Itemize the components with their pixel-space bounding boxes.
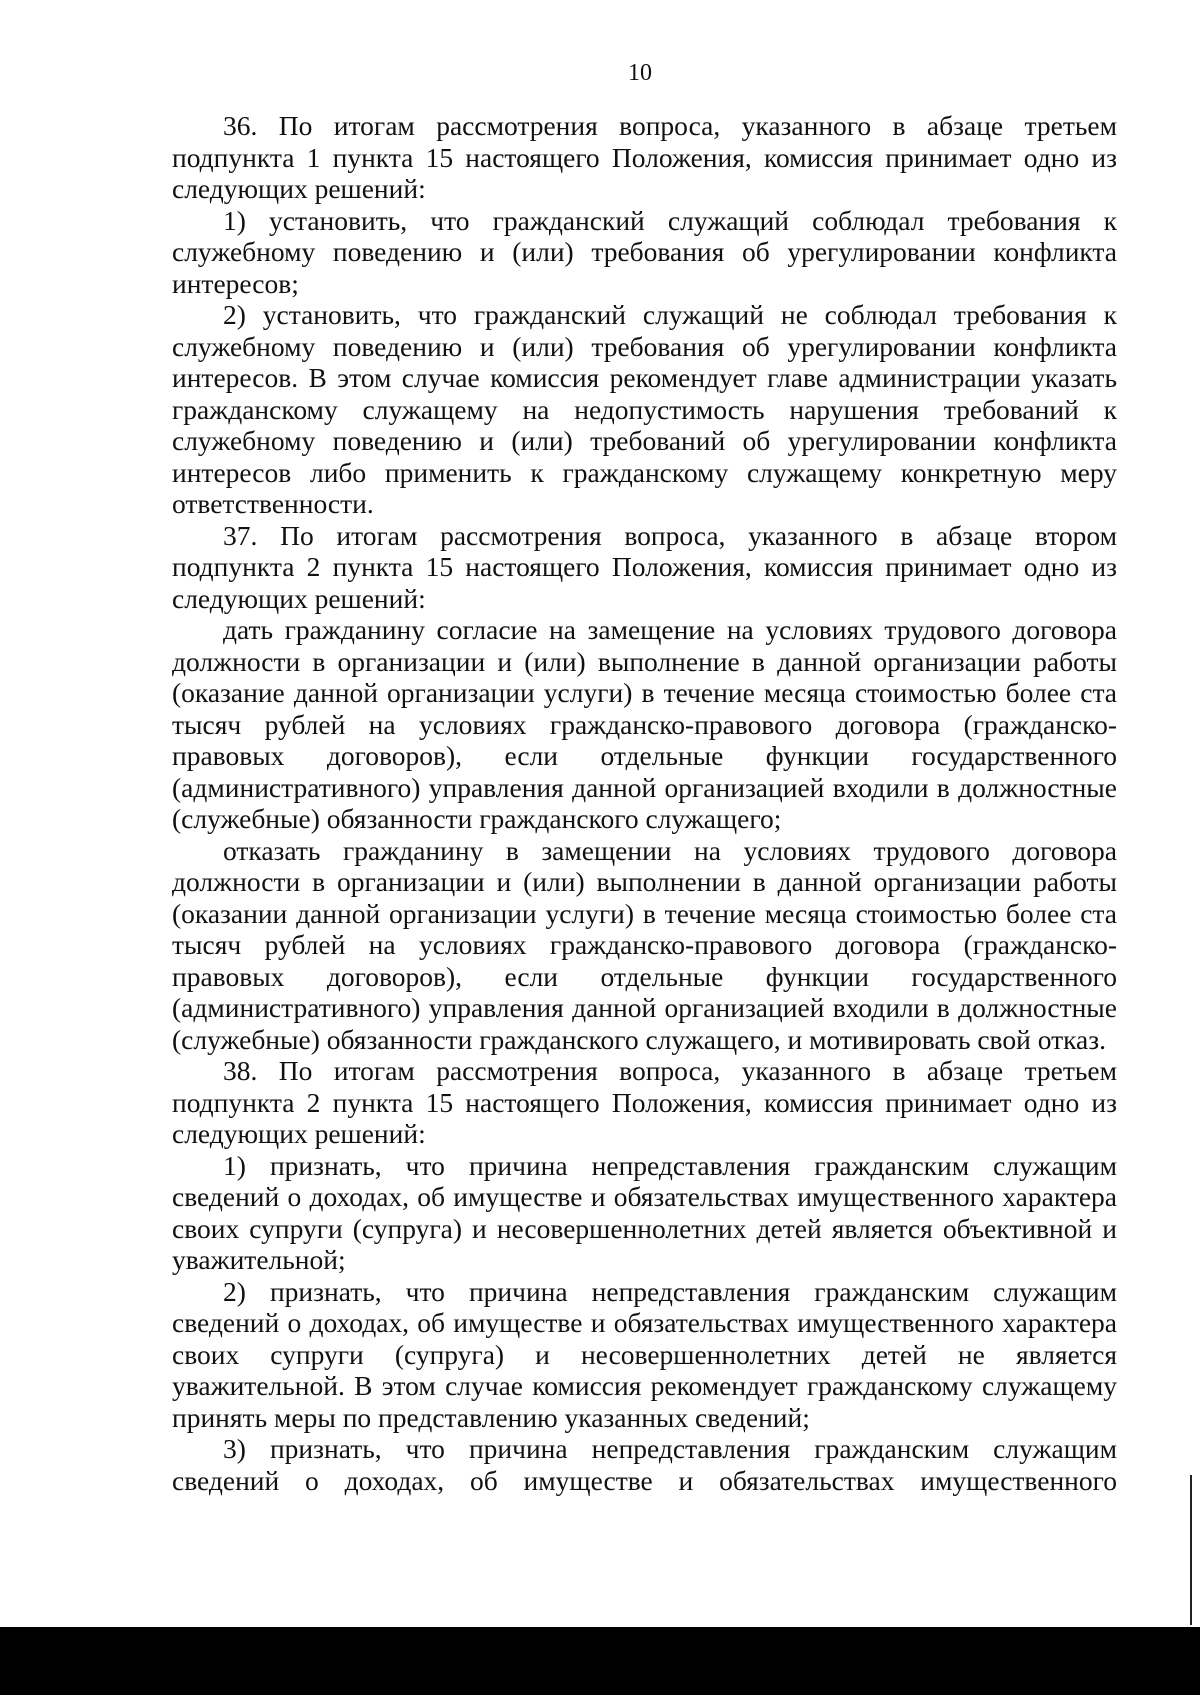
paragraph-38-item-2: 2) признать, что причина непредставления гражданским служащим сведений о доходах, об имуществе и обязательствах имущественного характера своих супруги (супруга) и несовершеннолетних детей не является уважительной. В этом случае комиссия рекомендует гражданскому служащему принять меры по представлению указанных сведений;	[172, 1275, 1117, 1433]
paragraph-36: 36. По итогам рассмотрения вопроса, указанного в абзаце третьем подпункта 1 пункта 15 настоящего Положения, комиссия принимает одно из следующих решений:	[172, 110, 1117, 204]
paragraph-37-option-consent: дать гражданину согласие на замещение на условиях трудового договора должности в организации и (или) выполнение в данной организации работы (оказание данной организации услуги) в течение месяца стоимостью более ста тысяч рублей на условиях гражданско-правового договора (гражданско-правовых договоров), если отдельные функции государственного (административного) управления данной организацией входили в должностные (служебные) обязанности гражданского служащего;	[172, 614, 1117, 834]
paragraph-37-option-refusal: отказать гражданину в замещении на условиях трудового договора должности в организации и (или) выполнении в данной организации работы (оказании данной организации услуги) в течение месяца стоимостью более ста тысяч рублей на условиях гражданско-правового договора (гражданско-правовых договоров), если отдельные функции государственного (административного) управления данной организацией входили в должностные (служебные) обязанности гражданского служащего, и мотивировать свой отказ.	[172, 834, 1117, 1055]
paragraph-36-item-1: 1) установить, что гражданский служащий соблюдал требования к служебному поведению и (или) требования об урегулировании конфликта интересов;	[172, 204, 1117, 299]
scan-bottom-bar	[0, 1627, 1200, 1695]
paragraph-36-item-2: 2) установить, что гражданский служащий не соблюдал требования к служебному поведению и (или) требования об урегулировании конфликта интересов. В этом случае комиссия рекомендует главе администрации указать гражданскому служащему на недопустимость нарушения требований к служебному поведению и (или) требований об урегулировании конфликта интересов либо применить к гражданскому служащему конкретную меру ответственности.	[172, 299, 1117, 519]
paragraph-38: 38. По итогам рассмотрения вопроса, указанного в абзаце третьем подпункта 2 пункта 15 настоящего Положения, комиссия принимает одно из следующих решений:	[172, 1055, 1117, 1149]
page-number: 10	[628, 60, 652, 86]
document-body	[172, 110, 1117, 1496]
scan-edge-mark	[1190, 1475, 1192, 1625]
paragraph-37: 37. По итогам рассмотрения вопроса, указанного в абзаце втором подпункта 2 пункта 15 настоящего Положения, комиссия принимает одно из следующих решений:	[172, 519, 1117, 614]
paragraph-38-item-3: 3) признать, что причина непредставления гражданским служащим сведений о доходах, об имуществе и обязательствах имущественного	[172, 1433, 1117, 1496]
paragraph-38-item-1: 1) признать, что причина непредставления гражданским служащим сведений о доходах, об имуществе и обязательствах имущественного характера своих супруги (супруга) и несовершеннолетних детей является объективной и уважительной;	[172, 1149, 1117, 1275]
